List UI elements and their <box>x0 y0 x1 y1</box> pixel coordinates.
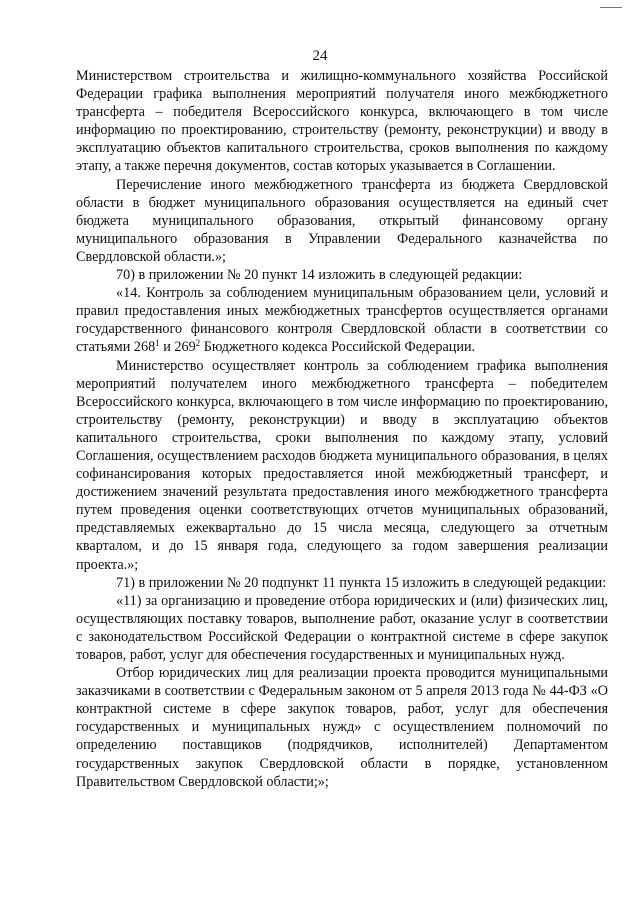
article-269-superscript: 2 <box>195 338 201 349</box>
document-body <box>76 67 608 791</box>
page-number: 24 <box>312 48 328 64</box>
paragraph-ministry-control: Министерство осуществляет контроль за соблюдением графика выполнения мероприятий получателем иного межбюджетного трансферта – победителем Всероссийского конкурса, включающего в том числе информацию по проектированию, строительству (ремонту, реконструкции) и вводу в эксплуатацию объектов капитального строительства, сроки выполнения по каждому этапу, условий Соглашения, осуществлением расходов бюджета муниципального образования, в целях софинансирования которых предоставляется иной межбюджетный трансферт, и достижением значений результата предоставления иного межбюджетного трансферта путем проведения оценки соответствующих отчетов муниципальных образований, представляемых ежеквартально до 15 числа месяца, следующего за отчетным кварталом, и до 15 января года, следующего за годом завершения реализации проекта.»; <box>76 357 608 573</box>
paragraph-item-70: 70) в приложении № 20 пункт 14 изложить в следующей редакции: <box>116 267 523 284</box>
top-edge-line <box>600 7 622 8</box>
paragraph-selection: Отбор юридических лиц для реализации проекта проводится муниципальными заказчиками в соответствии с Федеральным законом от 5 апреля 2013 года № 44-ФЗ «О контрактной системе в сфере закупок товаров, работ, услуг для обеспечения государственных и муниципальных нужд» с осуществлением полномочий по определению поставщиков (подрядчиков, исполнителей) Департаментом государственных закупок Свердловской области в порядке, установленном Правительством Свердловской области;»; <box>76 665 608 790</box>
clause-14-text-middle: и 269 <box>159 339 196 356</box>
paragraph-subclause-11: «11) за организацию и проведение отбора юридических и (или) физических лиц, осуществляющих поставку товаров, выполнение работ, оказание услуг в соответствии с законодательством Российской Федерации о контрактной системе в сфере закупок товаров, работ, услуг для обеспечения государственных и муниципальных нужд. <box>76 592 608 663</box>
clause-14-text-end: Бюджетного кодекса Российской Федерации. <box>200 339 476 356</box>
paragraph-continuation: Министерством строительства и жилищно-коммунального хозяйства Российской Федерации графика выполнения мероприятий получателя иного межбюджетного трансферта – победителя Всероссийского конкурса, включающего в том числе информацию по проектированию, строительству (ремонту, реконструкции) и вводу в эксплуатацию объектов капитального строительства, сроков выполнения по каждому этапу, а также перечня документов, состав которых указывается в Соглашении. <box>76 68 608 175</box>
paragraph-transfer: Перечисление иного межбюджетного трансферта из бюджета Свердловской области в бюджет муниципального образования осуществляется на единый счет бюджета муниципального образования, открытый финансовому органу муниципального образования в Управлении Федерального казначейства по Свердловской области.»; <box>76 176 608 265</box>
article-268-superscript: 1 <box>155 338 160 349</box>
paragraph-clause-14 <box>76 284 608 356</box>
paragraph-item-71: 71) в приложении № 20 подпункт 11 пункта 15 изложить в следующей редакции: <box>116 574 607 591</box>
clause-14-text-start: «14. Контроль за соблюдением муниципальным образованием цели, условий и правил предоставления иных межбюджетных трансфертов осуществляется органами государственного финансового контроля Свердловской области в соответствии со статьями 268 <box>76 285 608 356</box>
